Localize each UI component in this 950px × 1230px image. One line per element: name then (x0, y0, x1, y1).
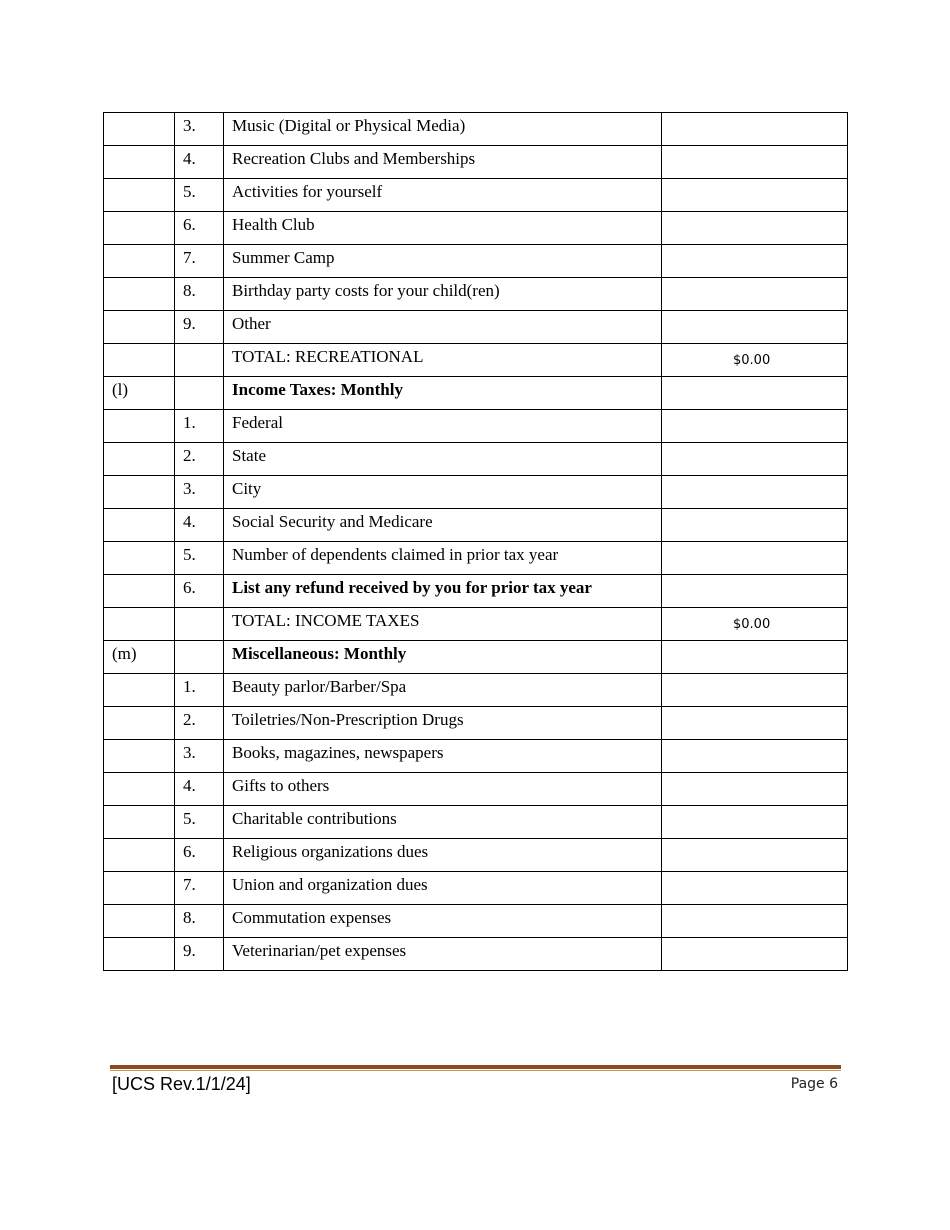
item-number-cell: 6. (175, 212, 224, 245)
amount-field[interactable] (662, 443, 848, 476)
item-number-cell: 4. (175, 509, 224, 542)
table-row (104, 740, 848, 773)
item-number-cell: 2. (175, 443, 224, 476)
amount-value (670, 379, 847, 386)
amount-field[interactable] (662, 575, 848, 608)
item-number-cell: 4. (175, 773, 224, 806)
amount-field (662, 377, 848, 410)
item-number-cell: 3. (175, 113, 224, 146)
amount-value (670, 907, 847, 914)
item-description-cell: Music (Digital or Physical Media) (224, 113, 662, 146)
amount-value (670, 775, 847, 782)
amount-field[interactable] (662, 839, 848, 872)
total-label: TOTAL: INCOME TAXES (224, 608, 662, 641)
amount-value (670, 181, 847, 188)
item-number-cell: 3. (175, 740, 224, 773)
amount-field[interactable] (662, 212, 848, 245)
section-heading: Income Taxes: Monthly (224, 377, 662, 410)
item-description-cell: Recreation Clubs and Memberships (224, 146, 662, 179)
table-row (104, 938, 848, 971)
amount-value (670, 808, 847, 815)
amount-field[interactable] (662, 410, 848, 443)
section-letter-cell: (l) (104, 377, 175, 410)
table-row (104, 212, 848, 245)
section-letter-cell (104, 509, 175, 542)
section-letter-cell (104, 608, 175, 641)
table-row (104, 707, 848, 740)
item-description-cell: Gifts to others (224, 773, 662, 806)
amount-field[interactable] (662, 476, 848, 509)
amount-field[interactable] (662, 311, 848, 344)
table-row (104, 245, 848, 278)
total-label: TOTAL: RECREATIONAL (224, 344, 662, 377)
amount-value (670, 643, 847, 650)
amount-value (670, 940, 847, 947)
amount-field[interactable] (662, 179, 848, 212)
item-description-cell: State (224, 443, 662, 476)
table-row (104, 113, 848, 146)
section-letter-cell (104, 212, 175, 245)
item-description-cell: Veterinarian/pet expenses (224, 938, 662, 971)
amount-field (662, 641, 848, 674)
item-number-cell: 1. (175, 410, 224, 443)
footer-divider-thin (110, 1070, 841, 1071)
item-number-cell: 2. (175, 707, 224, 740)
item-number-cell: 9. (175, 938, 224, 971)
amount-field[interactable] (662, 146, 848, 179)
amount-field[interactable] (662, 938, 848, 971)
item-description-cell: Social Security and Medicare (224, 509, 662, 542)
table-row (104, 575, 848, 608)
total-amount-field (662, 344, 848, 377)
item-description-cell: Union and organization dues (224, 872, 662, 905)
item-description-cell: Toiletries/Non-Prescription Drugs (224, 707, 662, 740)
section-letter-cell (104, 476, 175, 509)
item-number-cell: 3. (175, 476, 224, 509)
section-letter-cell (104, 245, 175, 278)
total-row-income-taxes (104, 608, 848, 641)
item-number-cell: 5. (175, 542, 224, 575)
item-number-cell: 7. (175, 872, 224, 905)
section-letter-cell: (m) (104, 641, 175, 674)
section-letter-cell (104, 674, 175, 707)
section-letter-cell (104, 146, 175, 179)
section-letter-cell (104, 344, 175, 377)
amount-field[interactable] (662, 905, 848, 938)
section-heading: Miscellaneous: Monthly (224, 641, 662, 674)
section-letter-cell (104, 311, 175, 344)
total-row-recreational (104, 344, 848, 377)
total-amount-field (662, 608, 848, 641)
table-row (104, 542, 848, 575)
section-header-row (104, 377, 848, 410)
table-row (104, 410, 848, 443)
item-number-cell: 4. (175, 146, 224, 179)
amount-value (670, 412, 847, 419)
section-letter-cell (104, 806, 175, 839)
table-row (104, 443, 848, 476)
section-letter-cell (104, 773, 175, 806)
item-number-cell (175, 641, 224, 674)
amount-value (670, 742, 847, 749)
amount-value (670, 247, 847, 254)
amount-field[interactable] (662, 113, 848, 146)
amount-value (670, 709, 847, 716)
item-description-cell: Other (224, 311, 662, 344)
item-description-cell: Books, magazines, newspapers (224, 740, 662, 773)
table-row (104, 773, 848, 806)
item-description-cell: List any refund received by you for prior tax year (224, 575, 662, 608)
expense-table (103, 112, 848, 971)
table-row (104, 311, 848, 344)
amount-value (670, 313, 847, 320)
amount-field[interactable] (662, 674, 848, 707)
amount-value (670, 511, 847, 518)
section-letter-cell (104, 278, 175, 311)
item-number-cell: 8. (175, 905, 224, 938)
section-letter-cell (104, 113, 175, 146)
section-letter-cell (104, 179, 175, 212)
table-row (104, 839, 848, 872)
section-letter-cell (104, 740, 175, 773)
amount-field[interactable] (662, 707, 848, 740)
section-letter-cell (104, 575, 175, 608)
total-amount-value: $0.00 (733, 617, 771, 632)
amount-field[interactable] (662, 245, 848, 278)
table-row (104, 509, 848, 542)
amount-value (670, 478, 847, 485)
amount-value (670, 214, 847, 221)
revision-label: [UCS Rev.1/1/24] (112, 1074, 251, 1094)
section-letter-cell (104, 410, 175, 443)
item-number-cell: 1. (175, 674, 224, 707)
item-number-cell: 6. (175, 839, 224, 872)
amount-value (670, 148, 847, 155)
amount-value (670, 544, 847, 551)
section-letter-cell (104, 707, 175, 740)
amount-value (670, 115, 847, 122)
item-description-cell: Charitable contributions (224, 806, 662, 839)
amount-value (670, 874, 847, 881)
item-number-cell: 7. (175, 245, 224, 278)
table-row (104, 674, 848, 707)
item-description-cell: Number of dependents claimed in prior tax year (224, 542, 662, 575)
item-description-cell: Beauty parlor/Barber/Spa (224, 674, 662, 707)
amount-value (670, 577, 847, 584)
item-description-cell: Federal (224, 410, 662, 443)
amount-value (670, 676, 847, 683)
amount-field[interactable] (662, 773, 848, 806)
table-row (104, 905, 848, 938)
section-letter-cell (104, 839, 175, 872)
amount-field[interactable] (662, 278, 848, 311)
section-letter-cell (104, 872, 175, 905)
page-number: Page 6 (790, 1076, 838, 1092)
table-row (104, 146, 848, 179)
amount-field[interactable] (662, 542, 848, 575)
item-number-cell (175, 344, 224, 377)
item-description-cell: Activities for yourself (224, 179, 662, 212)
table-row (104, 476, 848, 509)
table-row (104, 179, 848, 212)
section-header-row (104, 641, 848, 674)
section-letter-cell (104, 938, 175, 971)
amount-field[interactable] (662, 872, 848, 905)
item-description-cell: Commutation expenses (224, 905, 662, 938)
item-number-cell: 9. (175, 311, 224, 344)
amount-field[interactable] (662, 806, 848, 839)
section-letter-cell (104, 542, 175, 575)
amount-value (670, 841, 847, 848)
item-number-cell (175, 377, 224, 410)
table-row (104, 806, 848, 839)
item-description-cell: Summer Camp (224, 245, 662, 278)
item-number-cell: 6. (175, 575, 224, 608)
item-description-cell: City (224, 476, 662, 509)
section-letter-cell (104, 905, 175, 938)
item-number-cell (175, 608, 224, 641)
footer-divider (110, 1065, 841, 1069)
amount-field[interactable] (662, 740, 848, 773)
total-amount-value: $0.00 (733, 353, 771, 368)
section-letter-cell (104, 443, 175, 476)
amount-value (670, 280, 847, 287)
item-number-cell: 5. (175, 806, 224, 839)
item-number-cell: 8. (175, 278, 224, 311)
table-row (104, 872, 848, 905)
amount-field[interactable] (662, 509, 848, 542)
amount-value (670, 445, 847, 452)
item-number-cell: 5. (175, 179, 224, 212)
item-description-cell: Religious organizations dues (224, 839, 662, 872)
item-description-cell: Birthday party costs for your child(ren) (224, 278, 662, 311)
item-description-cell: Health Club (224, 212, 662, 245)
table-row (104, 278, 848, 311)
